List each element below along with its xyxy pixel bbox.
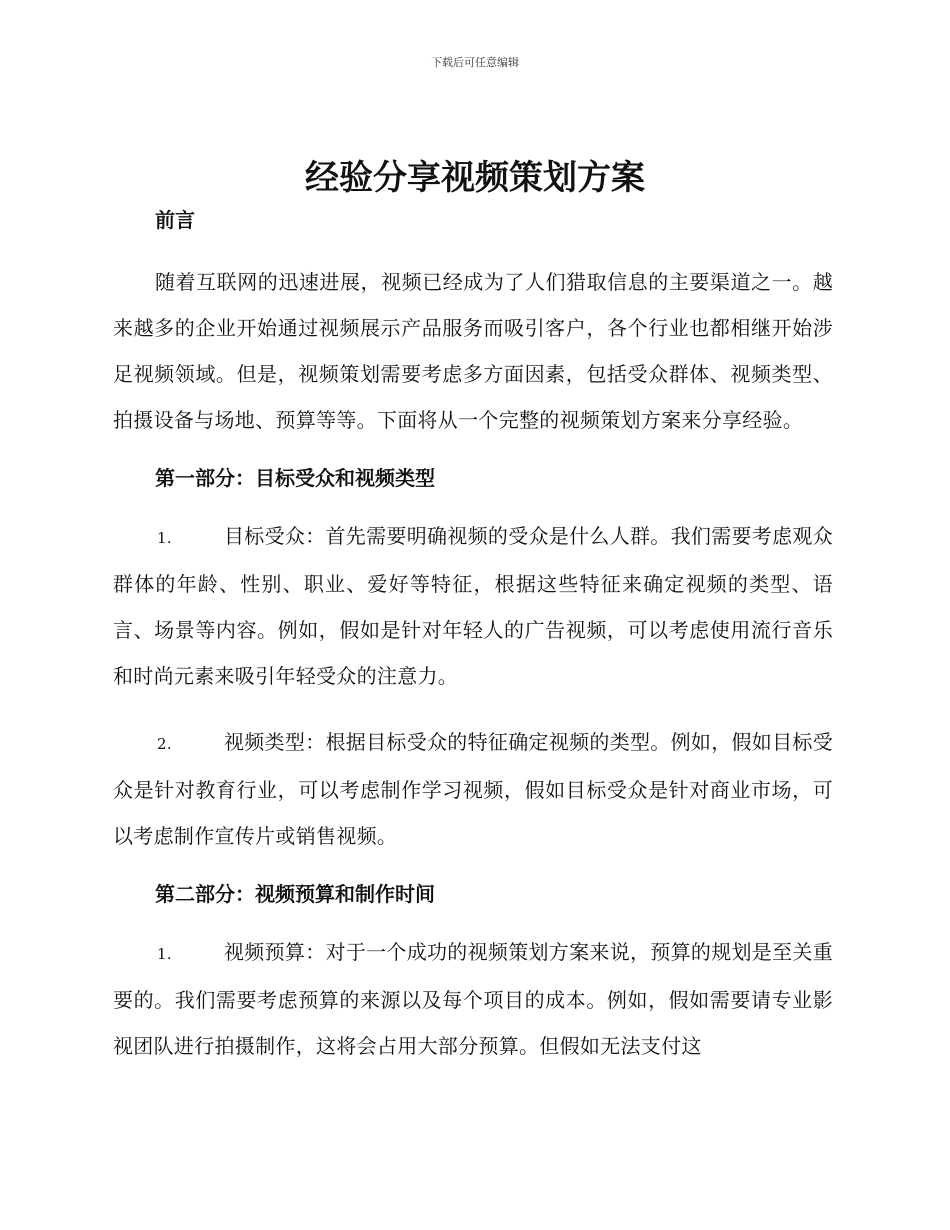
list-item-text: 目标受众：首先需要明确视频的受众是什么人群。我们需要考虑观众群体的年龄、性别、职业、爱好等特征，根据这些特征来确定视频的类型、语言、场景等内容。例如，假如是针对年轻人的广告视频，可以考虑使用流行音乐和时尚元素来吸引年轻受众的注意力。 — [113, 524, 833, 688]
page-header: 下载后可任意编辑 — [431, 56, 519, 69]
list-item — [113, 513, 833, 699]
list-item-number: 1. — [157, 945, 172, 963]
list-item-text: 视频类型：根据目标受众的特征确定视频的类型。例如，假如目标受众是针对教育行业，可以考虑制作学习视频，假如目标受众是针对商业市场，可以考虑制作宣传片或销售视频。 — [113, 730, 833, 848]
list-item-number: 1. — [157, 529, 172, 547]
list-item — [113, 719, 833, 859]
section-heading-preface: 前言 — [155, 208, 195, 232]
document-title: 经验分享视频策划方案 — [305, 158, 645, 198]
section-heading-part1: 第一部分：目标受众和视频类型 — [155, 466, 435, 490]
preface-paragraph: 随着互联网的迅速进展，视频已经成为了人们猎取信息的主要渠道之一。越来越多的企业开始通过视频展示产品服务而吸引客户，各个行业也都相继开始涉足视频领域。但是，视频策划需要考虑多方面因素，包括受众群体、视频类型、拍摄设备与场地、预算等等。下面将从一个完整的视频策划方案来分享经验。 — [113, 270, 833, 432]
document-body — [113, 205, 833, 1069]
list-item-text: 视频预算：对于一个成功的视频策划方案来说，预算的规划是至关重要的。我们需要考虑预算的来源以及每个项目的成本。例如，假如需要请专业影视团队进行拍摄制作，这将会占用大部分预算。但假如无法支付这 — [113, 940, 833, 1058]
list-item-number: 2. — [157, 735, 172, 753]
section-heading-part2: 第二部分：视频预算和制作时间 — [155, 882, 435, 906]
list-item — [113, 929, 833, 1069]
